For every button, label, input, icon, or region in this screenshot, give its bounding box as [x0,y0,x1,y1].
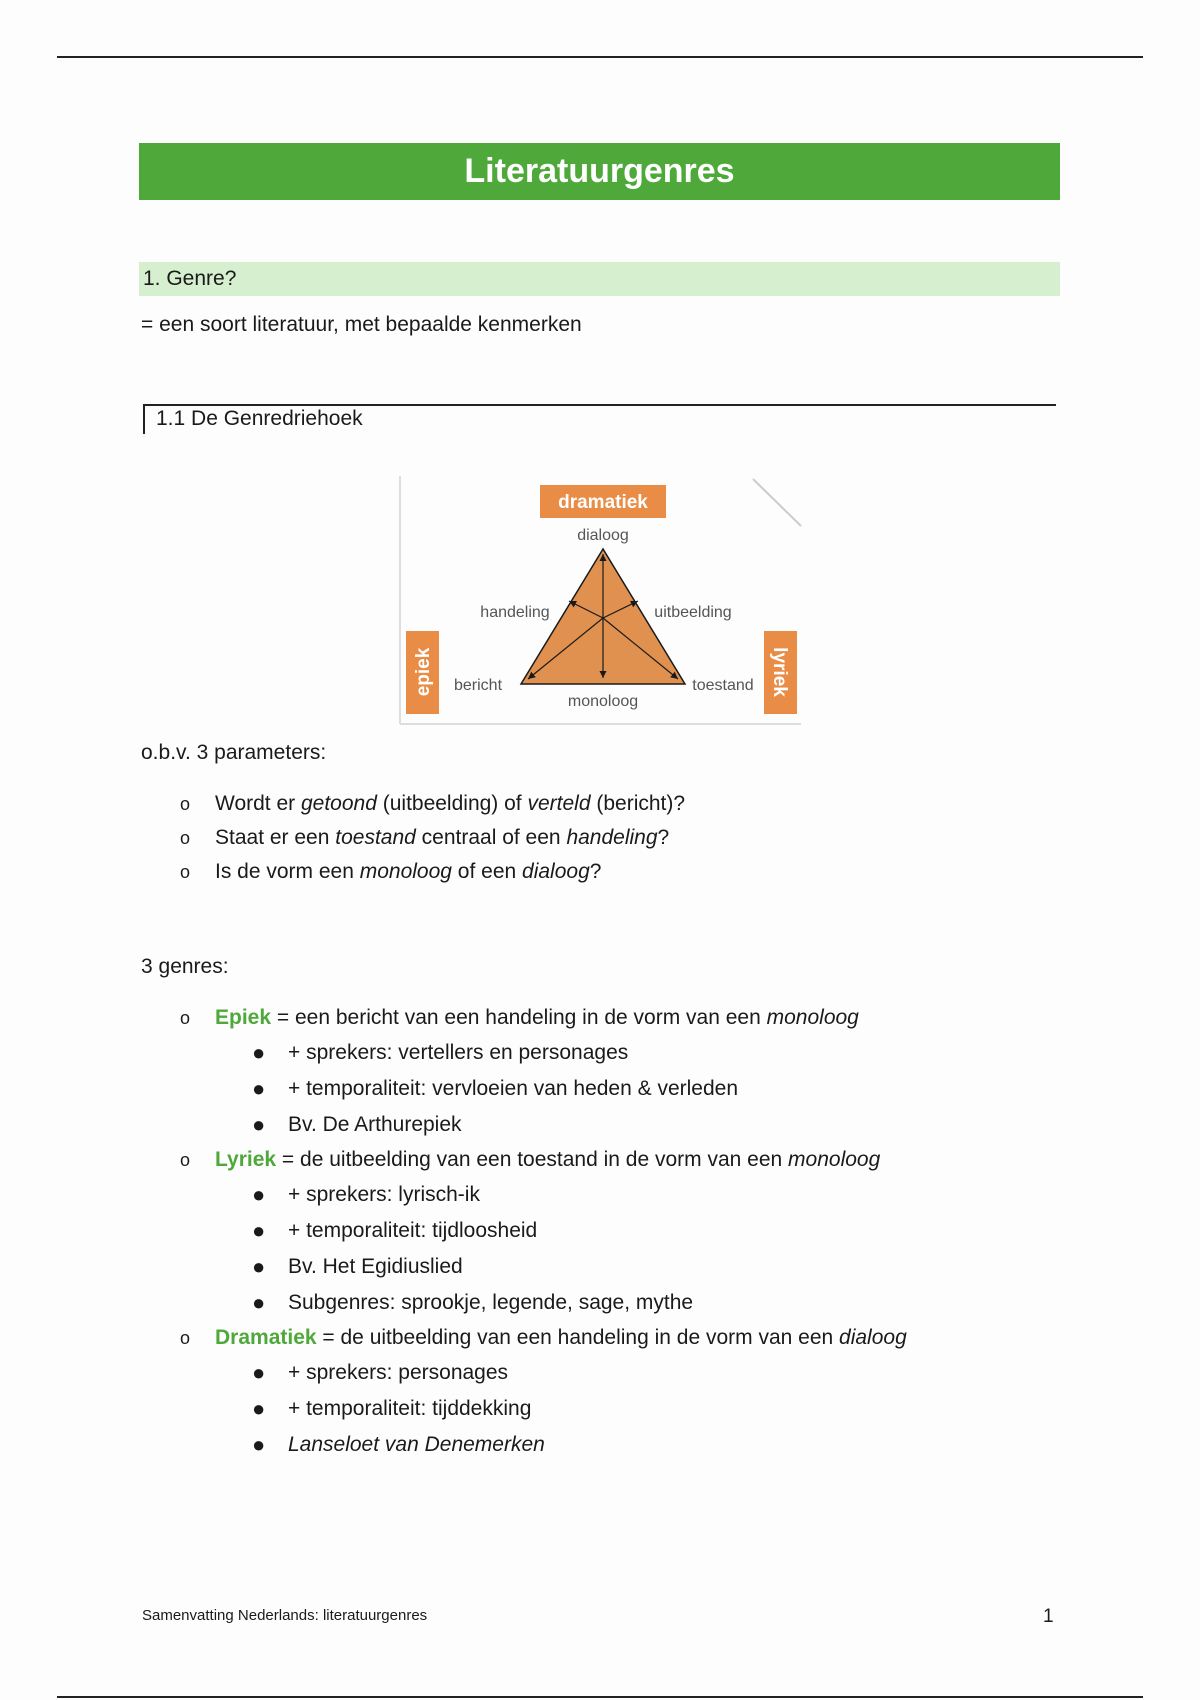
vertex-label-toestand: toestand [692,677,754,694]
subsection-heading-genredriehoek: 1.1 De Genredriehoek [143,404,1056,434]
footer-text: Samenvatting Nederlands: literatuurgenres [142,1607,428,1624]
lyriek-label: lyriek [769,647,790,697]
list-item: o Wordt er getoond (uitbeelding) of verteld (bericht)? [139,787,685,821]
circle-bullet: o [180,1008,191,1028]
page-title: Literatuurgenres [139,143,1060,200]
page-number: 1 [1043,1606,1054,1627]
list-item: ● + sprekers: personages [252,1360,509,1385]
epiek-label: epiek [413,647,434,697]
circle-bullet: o [180,828,191,848]
genre-lyriek: o Lyriek = de uitbeelding van een toestand in de vorm van een monoloog [139,1143,907,1177]
side-label-uitbeelding: uitbeelding [654,604,732,621]
list-item: ● Subgenres: sprookje, legende, sage, mythe [252,1290,694,1315]
genre-triangle-figure [398,476,803,726]
side-label-monoloog: monoloog [567,693,639,710]
circle-bullet: o [180,862,191,882]
genres-intro: 3 genres: [141,955,229,978]
list-item: ● Bv. Het Egidiuslied [252,1254,463,1279]
vertex-label-bericht: bericht [453,677,503,694]
list-item: o Is de vorm een monoloog of een dialoog? [139,855,685,889]
list-item: ● Lanseloet van Denemerken [252,1432,545,1457]
parameters-list [139,787,685,889]
vertex-label-dialoog: dialoog [577,527,629,544]
genres-list [139,1001,907,1463]
footer-rule [57,1696,1143,1698]
circle-bullet: o [180,794,191,814]
list-item: o Staat er een toestand centraal of een handeling? [139,821,685,855]
list-item: ● + temporaliteit: vervloeien van heden & verleden [252,1076,739,1101]
figure-corner-line [753,479,801,526]
side-label-handeling: handeling [480,604,550,621]
circle-bullet: o [180,1328,191,1348]
section-heading-genre: 1. Genre? [139,262,1060,296]
list-item: ● + sprekers: lyrisch-ik [252,1182,480,1207]
list-item: ● + temporaliteit: tijdloosheid [252,1218,538,1243]
genre-dramatiek: o Dramatiek = de uitbeelding van een handeling in de vorm van een dialoog [139,1321,907,1355]
list-item: ● + temporaliteit: tijddekking [252,1396,532,1421]
parameters-intro: o.b.v. 3 parameters: [141,741,327,764]
dramatiek-label: dramatiek [558,492,648,513]
genre-definition: = een soort literatuur, met bepaalde kenmerken [141,313,582,336]
list-item: ● + sprekers: vertellers en personages [252,1040,629,1065]
header-rule [57,56,1143,58]
circle-bullet: o [180,1150,191,1170]
genre-epiek: o Epiek = een bericht van een handeling in de vorm van een monoloog [139,1001,907,1035]
list-item: ● Bv. De Arthurepiek [252,1112,462,1137]
